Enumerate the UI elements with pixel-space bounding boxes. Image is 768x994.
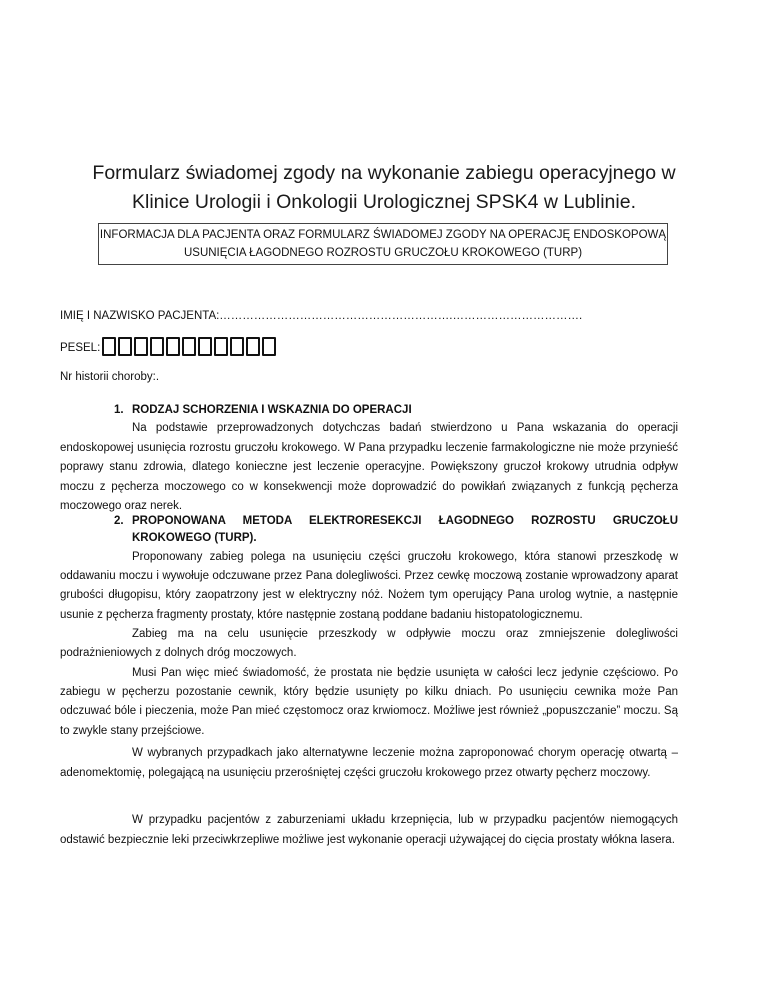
- section-2-paragraph-1: Proponowany zabieg polega na usunięciu części gruczołu krokowego, która stanowi przeszkodę w oddawaniu moczu i wywołuje odczuwane przez Pana dolegliwości. Przez cewkę moczową zostanie wprowadzony aparat grubości długopisu, który zaopatrzony jest w elektryczny nóż. Nożem tym operujący Pana urolog wytnie, a następnie usunie z pęcherza fragmenty prostaty, które następnie zostaną poddane badaniu histopatologicznemu.: [60, 551, 678, 621]
- section-2-paragraph-4: W wybranych przypadkach jako alternatywne leczenie można zaproponować chorym operację otwartą – adenomektomię, polegającą na usunięciu przerośniętej części gruczołu krokowego przez otwarty pęcherz moczowy.: [60, 747, 678, 779]
- pesel-label: PESEL:: [60, 342, 101, 354]
- pesel-digit-box: [246, 337, 260, 356]
- pesel-digit-box: [166, 337, 180, 356]
- pesel-digit-box: [214, 337, 228, 356]
- section-2-heading: [132, 513, 678, 547]
- pesel-digit-box: [182, 337, 196, 356]
- patient-name-field: IMIĘ I NAZWISKO PACJENTA:…………………………………………………….…………………………….: [60, 310, 583, 322]
- section-2-heading-line-1: PROPONOWANA METODA ELEKTRORESEKCJI ŁAGODNEGO ROZROSTU GRUCZOŁU: [132, 515, 678, 527]
- section-2-paragraph-2: Zabieg ma na celu usunięcie przeszkody w odpływie moczu oraz zmniejszenie dolegliwości podrażnieniowych z dolnych dróg moczowych.: [60, 628, 678, 660]
- section-1-number: 1.: [114, 404, 124, 416]
- pesel-field: [60, 337, 276, 356]
- section-2-number: 2.: [114, 515, 124, 527]
- section-2-paragraph-3: Musi Pan więc mieć świadomość, że prostata nie będzie usunięta w całości lecz jedynie częściowo. Po zabiegu w pęcherzu pozostanie cewnik, który będzie usunięty po kilku dniach. Po usunięciu cewnika może Pan odczuwać bóle i pieczenia, może Pan mieć częstomocz oraz krwiomocz. Możliwe jest również „popuszczanie” moczu. Są to zwykle stany przejściowe.: [60, 667, 678, 737]
- pesel-digit-box: [118, 337, 132, 356]
- section-2-heading-line-2: KROKOWEGO (TURP).: [132, 532, 257, 544]
- pesel-digit-box: [102, 337, 116, 356]
- document-title: [60, 159, 708, 217]
- section-2-paragraph-5: W przypadku pacjentów z zaburzeniami układu krzepnięcia, lub w przypadku pacjentów niemogących odstawić bezpiecznie leki przeciwkrzepliwe możliwe jest wykonanie operacji używającej do cięcia prostaty włókna lasera.: [60, 814, 678, 846]
- section-1-text: Na podstawie przeprowadzonych dotychczas badań stwierdzono u Pana wskazania do operacji endoskopowej usunięcia rozrostu gruczołu krokowego. W Pana przypadku leczenie farmakologiczne nie może przynieść poprawy stanu zdrowia, dlatego konieczne jest leczenie operacyjne. Powiększony gruczoł krokowy utrudnia odpływ moczu z pęcherza moczowego co w konsekwencji może doprowadzić do powikłań związanych z funkcją pęcherza moczowego oraz nerek.: [60, 422, 678, 512]
- pesel-digit-box: [134, 337, 148, 356]
- pesel-digit-box: [150, 337, 164, 356]
- info-box-line-2: USUNIĘCIA ŁAGODNEGO ROZROSTU GRUCZOŁU KROKOWEGO (TURP): [183, 247, 583, 259]
- pesel-digit-box: [198, 337, 212, 356]
- medical-history-number: Nr historii choroby:.: [60, 371, 160, 383]
- pesel-boxes: [102, 337, 276, 356]
- section-1-heading: RODZAJ SCHORZENIA I WSKAZNIA DO OPERACJI: [132, 404, 412, 416]
- title-line-1: Formularz świadomej zgody na wykonanie zabiegu operacyjnego w: [92, 162, 676, 184]
- info-box-line-1: INFORMACJA DLA PACJENTA ORAZ FORMULARZ ŚWIADOMEJ ZGODY NA OPERACJĘ ENDOSKOPOWĄ: [99, 229, 667, 241]
- info-box: [98, 223, 668, 265]
- pesel-digit-box: [262, 337, 276, 356]
- pesel-digit-box: [230, 337, 244, 356]
- title-line-2: Klinice Urologii i Onkologii Urologicznej SPSK4 w Lublinie.: [132, 191, 636, 213]
